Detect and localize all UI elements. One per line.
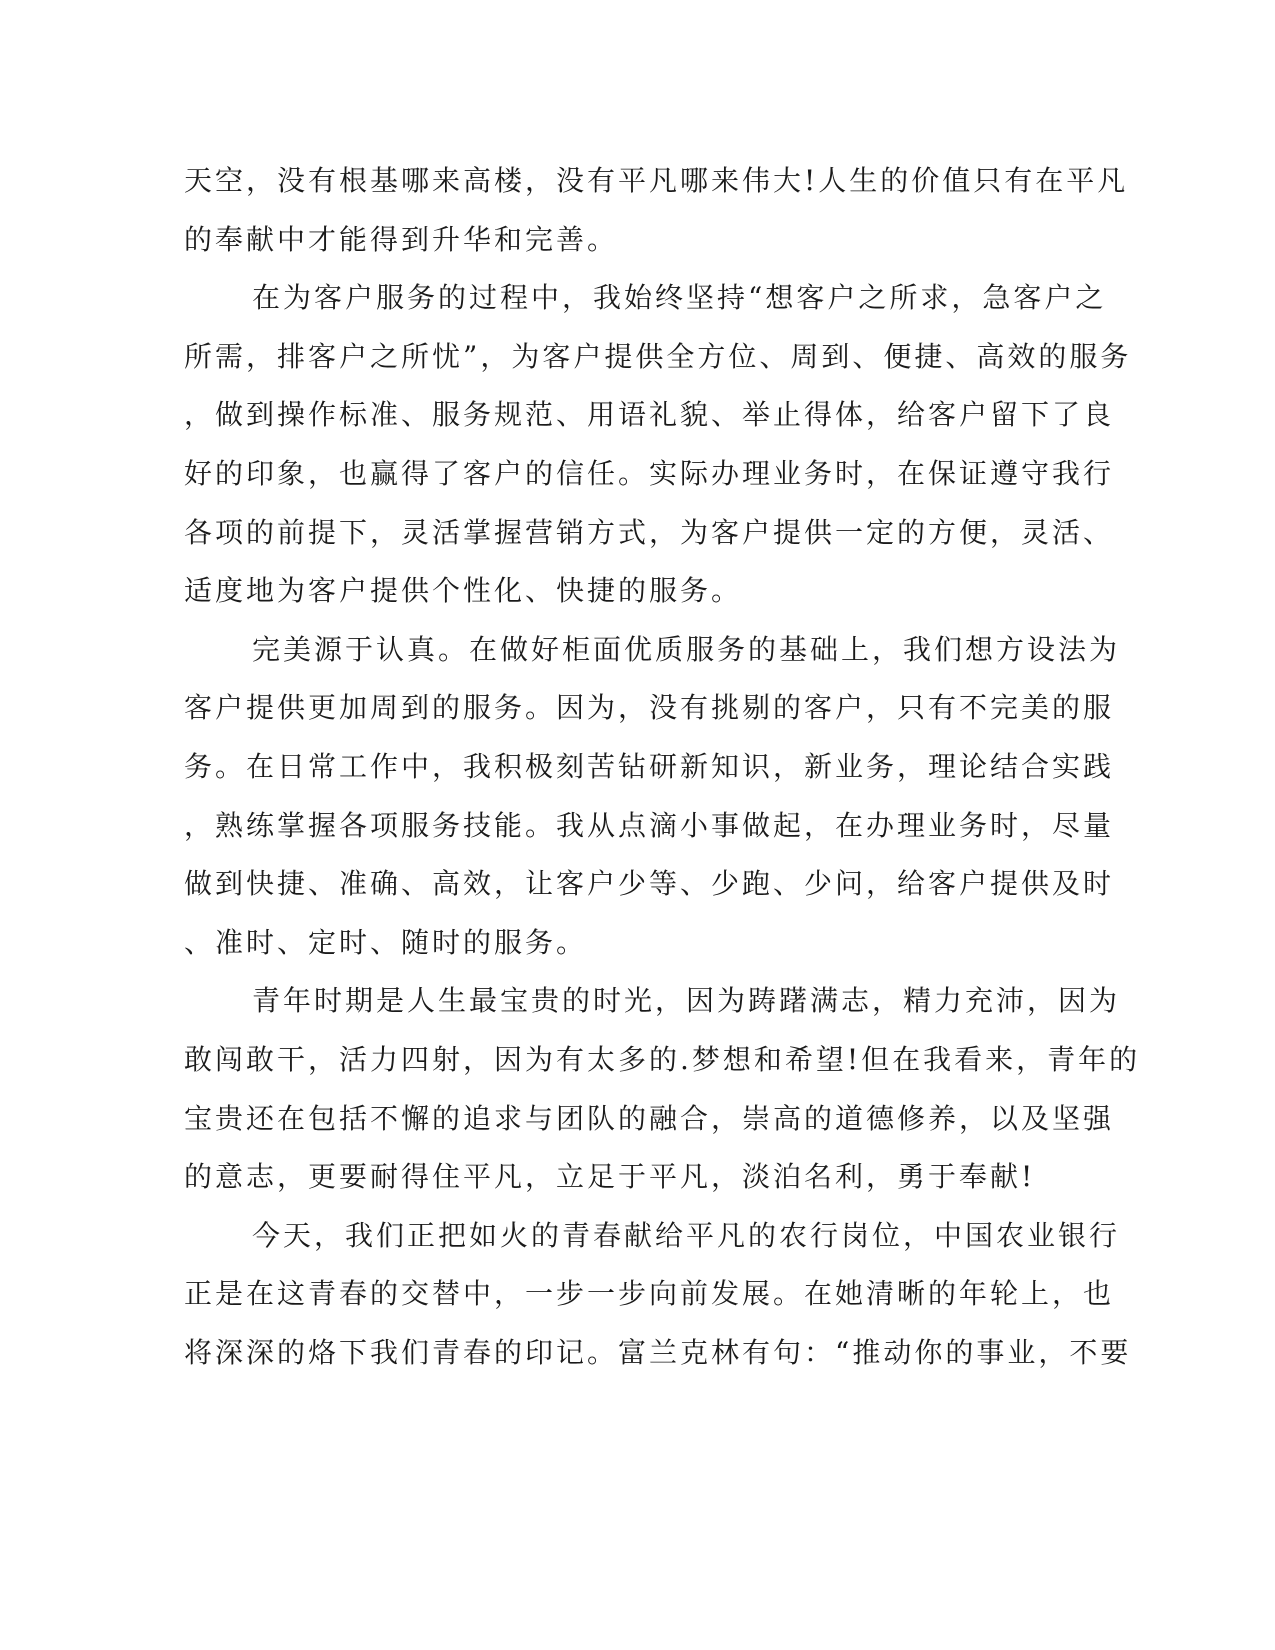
paragraph-line: 的奉献中才能得到升华和完善。 <box>184 222 619 256</box>
paragraph-line: 正是在这青春的交替中，一步一步向前发展。在她清晰的年轮上，也 <box>184 1277 1115 1311</box>
paragraph-line: 敢闯敢干，活力四射，因为有太多的.梦想和希望!但在我看来，青年的 <box>184 1042 1141 1076</box>
paragraph-line: ，熟练掌握各项服务技能。我从点滴小事做起，在办理业务时，尽量 <box>184 808 1115 842</box>
paragraph-line: 、准时、定时、随时的服务。 <box>184 925 588 959</box>
paragraph-line: 青年时期是人生最宝贵的时光，因为踌躇满志，精力充沛，因为 <box>252 984 1121 1018</box>
paragraph-line: 好的印象，也赢得了客户的信任。实际办理业务时，在保证遵守我行 <box>184 456 1115 490</box>
paragraph-line: 所需，排客户之所忧”，为客户提供全方位、周到、便捷、高效的服务 <box>184 339 1132 373</box>
paragraph-line: ，做到操作标准、服务规范、用语礼貌、举止得体，给客户留下了良 <box>184 398 1115 432</box>
paragraph-line: 完美源于认真。在做好柜面优质服务的基础上，我们想方设法为 <box>252 632 1121 666</box>
paragraph-line: 务。在日常工作中，我积极刻苦钻研新知识，新业务，理论结合实践 <box>184 749 1115 783</box>
document-body <box>184 152 1141 1382</box>
paragraph-line: 天空，没有根基哪来高楼，没有平凡哪来伟大!人生的价值只有在平凡 <box>184 164 1129 197</box>
paragraph-line: 做到快捷、准确、高效，让客户少等、少跑、少问，给客户提供及时 <box>184 867 1115 901</box>
paragraph-line: 适度地为客户提供个性化、快捷的服务。 <box>184 574 743 608</box>
paragraph-line: 客户提供更加周到的服务。因为，没有挑剔的客户，只有不完美的服 <box>184 691 1115 725</box>
paragraph-line: 的意志，更要耐得住平凡，立足于平凡，淡泊名利，勇于奉献! <box>184 1160 1036 1194</box>
paragraph-line: 将深深的烙下我们青春的印记。富兰克林有句：“推动你的事业，不要 <box>184 1335 1132 1369</box>
paragraph-line: 各项的前提下，灵活掌握营销方式，为客户提供一定的方便，灵活、 <box>184 515 1115 549</box>
paragraph-line: 宝贵还在包括不懈的追求与团队的融合，崇高的道德修养，以及坚强 <box>184 1101 1115 1135</box>
paragraph-line: 在为客户服务的过程中，我始终坚持“想客户之所求，急客户之 <box>252 281 1107 315</box>
paragraph-line: 今天，我们正把如火的青春献给平凡的农行岗位，中国农业银行 <box>252 1218 1121 1252</box>
